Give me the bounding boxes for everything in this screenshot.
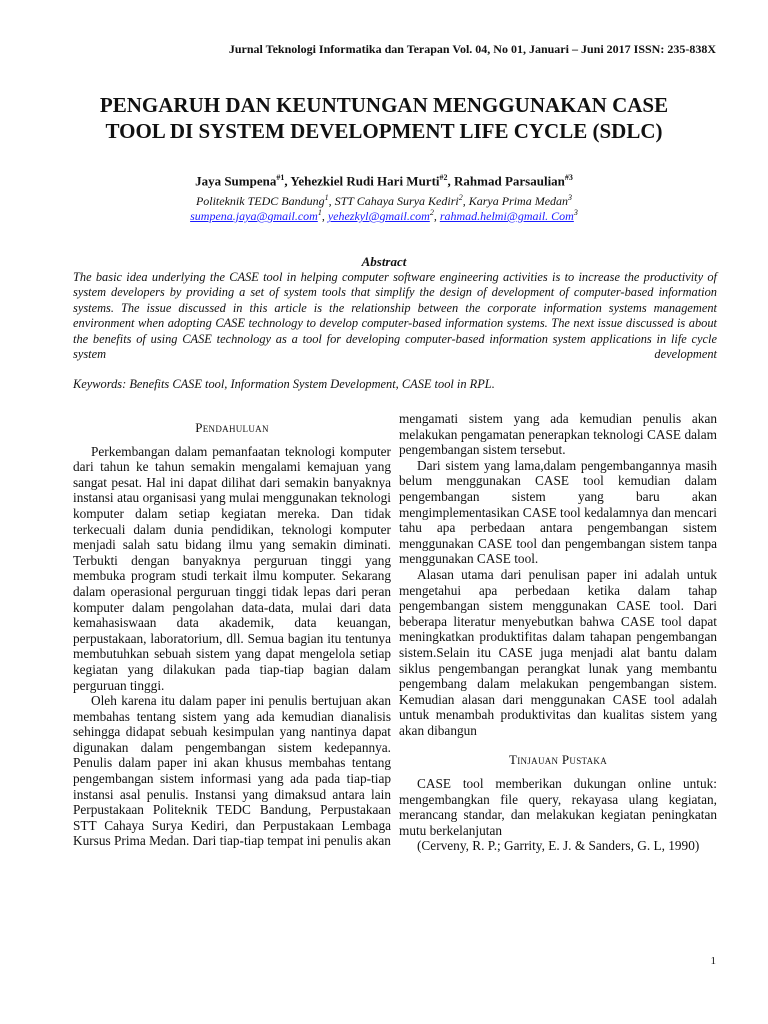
page-number: 1 [710,955,716,967]
affiliation-name: STT Cahaya Surya Kediri [334,194,459,208]
keywords: Keywords: Benefits CASE tool, Information System Development, CASE tool in RPL. [73,377,495,391]
title-line-1: PENGARUH DAN KEUNTUNGAN MENGGUNAKAN CASE [99,93,669,117]
author-mark: #3 [564,173,573,182]
author-list [40,173,728,189]
author-mark: #2 [439,173,448,182]
email-mark: 3 [573,208,578,217]
paragraph: Perkembangan dalam pemanfaatan teknologi komputer dari tahun ke tahun semakin mengalami kemajuan yang sangat pesat. Hal ini dapat dilihat dari semakin banyaknya instansi atau organisasi yang mulai menggunakan teknologi komputer dalam setiap kegiatan mereka. Dan tidak terkecuali dalam dunia pendidikan, teknologi komputer menjadi salah satu bidang ilmu yang semakin diminati. Terbukti dengan banyaknya perguruan tinggi yang membuka program studi terkait ilmu komputer. Sekarang dalam operasional perguruan tinggi tidak lepas dari peran komputer dalam pengolahan data-data, mulai dari data kemahasiswaan data akademik, data keuangan, perpustakaan, laboratorium, dll. Semua bagian itu tentunya membutuhkan sebuah sistem yang dapat mengelola setiap kegiatan yang dilakukan pada tiap-tiap bagian dalam perguruan tinggi. [73,443,391,693]
author-separator: , [447,173,455,189]
affiliation-mark: 1 [324,193,329,202]
affiliation-name: Karya Prima Medan [468,194,569,208]
paragraph: CASE tool memberikan dukungan online untuk: mengembangkan file query, rekayasa ulang kegiatan, merancang standar, dan melakukan kegiatan peningkatan mutu berkelanjutan [399,776,717,838]
email-mark: 2 [429,208,434,217]
citation: (Cerveny, R. P.; Garrity, E. J. & Sanders, G. L, 1990) [417,838,700,854]
email-mark: 1 [317,208,322,217]
email-link[interactable]: sumpena.jaya@gmail.com [190,209,318,223]
right-column [399,411,717,854]
section-heading-tinjauan-pustaka: Tinjauan Pustaka [509,752,607,768]
author-name: Yehezkiel Rudi Hari Murti [290,173,440,189]
author-mark: #1 [276,173,285,182]
left-column [73,410,391,849]
paragraph: Oleh karena itu dalam paper ini penulis bertujuan akan membahas tentang sistem yang ada kemudian dianalisis sehingga didapat sebuah kesimpulan yang nantinya dapat digunakan dalam pengembangan sistem kedepannya. Penulis dalam paper ini akan khusus membahas tentang pengembangan sistem informasi yang ada pada tiap-tiap instansi asal penulis. Instansi yang dimaksud antara lain Perpustakaan Politeknik TEDC Bandung, Perpustakaan STT Cahaya Surya Kediri, dan Perpustakaan Lembaga Kursus Prima Medan. Dari tiap-tiap tempat ini penulis akan [73,693,391,849]
email-separator: , [321,209,328,223]
paragraph: Dari sistem yang lama,dalam pengembangannya masih belum menggunakan CASE tool kemudian dalam pengembangan sistem yang baru akan mengimplementasikan CASE tool kedalamnya dan mencari tahu apa perbedaan antara pengembangan sistem menggunakan CASE tool dan pengembangan sistem tanpa menggunakan CASE tool. [399,457,717,567]
author-name: Rahmad Parsaulian [454,173,565,189]
journal-header: Jurnal Teknologi Informatika dan Terapan Vol. 04, No 01, Januari – Juni 2017 ISSN: 235-838X [228,42,716,56]
affiliation-list [40,193,728,209]
abstract-heading: Abstract [361,254,407,269]
author-separator: , [284,173,291,189]
paragraph: mengamati sistem yang ada kemudian penulis akan melakukan pengamatan penerapkan teknologi CASE dalam pengembangan sistem tersebut. [399,411,717,458]
paper-title [40,92,728,144]
affiliation-name: Politeknik TEDC Bandung [195,194,325,208]
email-link[interactable]: yehezkyl@gmail.com [327,209,430,223]
title-line-2: TOOL DI SYSTEM DEVELOPMENT LIFE CYCLE (SDLC) [105,119,663,143]
paragraph: Alasan utama dari penulisan paper ini adalah untuk mengetahui apa perbedaan ketika dalam tahap pengembangan sistem menggunakan CASE tool. Dari beberapa literatur menyebutkan bahwa CASE tool dapat meningkatkan produktifitas dalam tahapan pengembangan sistem.Selain itu CASE juga menjadi alat bantu dalam siklus pengembangan perangkat lunak yang membantu pengembang dalam melakukan pengembangan sistem. Kemudian alasan dari menggunakan CASE tool adalah untuk menambah produktivitas dan kualitas sistem yang akan dibangun [399,566,717,738]
email-separator: , [433,209,440,223]
email-link[interactable]: rahmad.helmi@gmail. Com [439,209,574,223]
author-name: Jaya Sumpena [195,173,277,189]
affiliation-separator: , [462,194,469,208]
abstract-body: The basic idea underlying the CASE tool in helping computer software engineering activities is to increase the productivity of system developers by providing a set of system tools that simplify the design of development of computer-based information systems. The issue discussed in this article is the relationship between the corporate information systems management environment when adopting CASE technology to develop computer-based information systems. The next issue discussed is about the benefits of using CASE technology as a tool for developing computer-based information system applications in life cycle system development [73,270,717,362]
section-heading-pendahuluan: Pendahuluan [195,420,269,435]
affiliation-mark: 2 [458,193,463,202]
affiliation-mark: 3 [568,193,573,202]
email-list [40,208,728,224]
affiliation-separator: , [328,194,335,208]
